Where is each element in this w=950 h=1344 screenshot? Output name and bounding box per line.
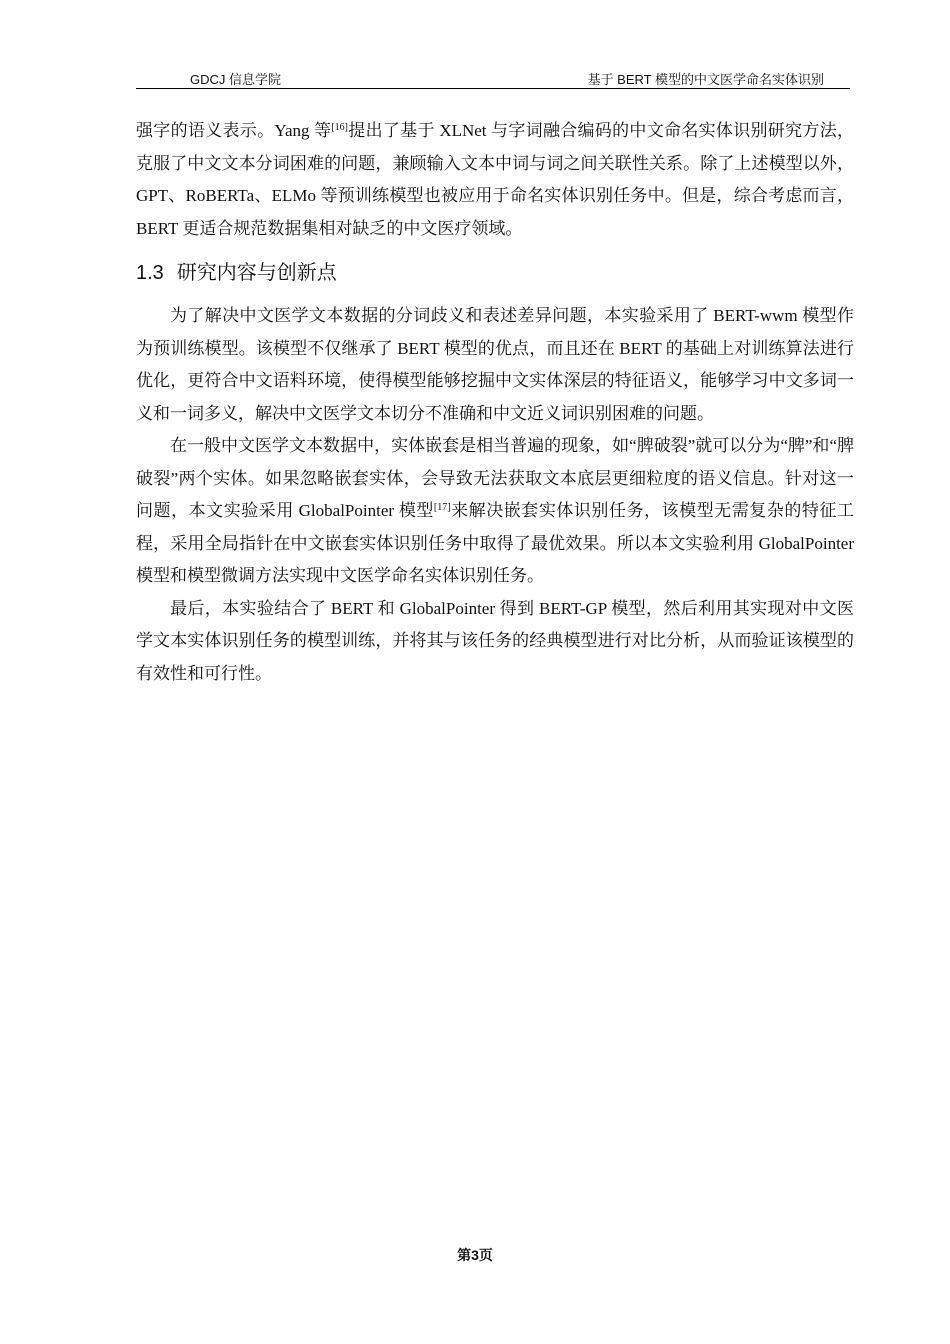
section-heading: [136, 261, 854, 285]
section-number: 1.3: [136, 262, 164, 284]
header-thesis-title: 基于 BERT 模型的中文医学命名实体识别: [587, 72, 824, 87]
page-header: [136, 66, 850, 89]
section-title: 研究内容与创新点: [176, 262, 337, 284]
paragraph-text: 提出了基于 XLNet 与字词融合编码的中文命名实体识别研究方法，克服了中文文本分词困难的问题，兼顾输入文本中词与词之间关联性关系。除了上述模型以外，GPT、RoBERTa、ELMo 等预训练模型也被应用于命名实体识别任务中。但是，综合考虑而言，BERT 更适合规范数据集相对缺乏的中文医疗领域。: [136, 121, 854, 238]
paragraph-text: 来解决嵌套实体识别任务，该模型无需复杂的特征工程，采用全局指针在中文嵌套实体识别任务中取得了最优效果。所以本文实验利用 GlobalPointer 模型和模型微调方法实现中文医学命名实体识别任务。: [136, 501, 854, 585]
paragraph: 为了解决中文医学文本数据的分词歧义和表述差异问题，本实验采用了 BERT-wwm 模型作为预训练模型。该模型不仅继承了 BERT 模型的优点，而且还在 BERT 的基础上对训练算法进行优化，更符合中文语料环境，使得模型能够挖掘中文实体深层的特征语义，能够学习中文多词一义和一词多义，解决中文医学文本切分不准确和中文近义词识别困难的问题。: [136, 306, 854, 423]
paragraph-continued: [136, 115, 854, 245]
page-number: 第3页: [457, 1247, 493, 1263]
citation-ref: [17]: [433, 502, 451, 513]
citation-ref: [16]: [331, 122, 348, 133]
paragraph: 最后，本实验结合了 BERT 和 GlobalPointer 得到 BERT-GP 模型，然后利用其实现对中文医学文本实体识别任务的模型训练，并将其与该任务的经典模型进行对比分析，从而验证该模型的有效性和可行性。: [136, 598, 854, 683]
paragraph-text: 强字的语义表示。Yang 等: [136, 121, 332, 140]
header-institution: GDCJ 信息学院: [190, 72, 282, 87]
paragraph: [136, 430, 854, 593]
paragraph-text: 在一般中文医学文本数据中，实体嵌套是相当普遍的现象，如“脾破裂”就可以分为“脾”和“脾破裂”两个实体。如果忽略嵌套实体，会导致无法获取文本底层更细粒度的语义信息。针对这一问题，本文实验采用 GlobalPointer 模型: [136, 436, 854, 520]
body-content: [136, 115, 854, 690]
